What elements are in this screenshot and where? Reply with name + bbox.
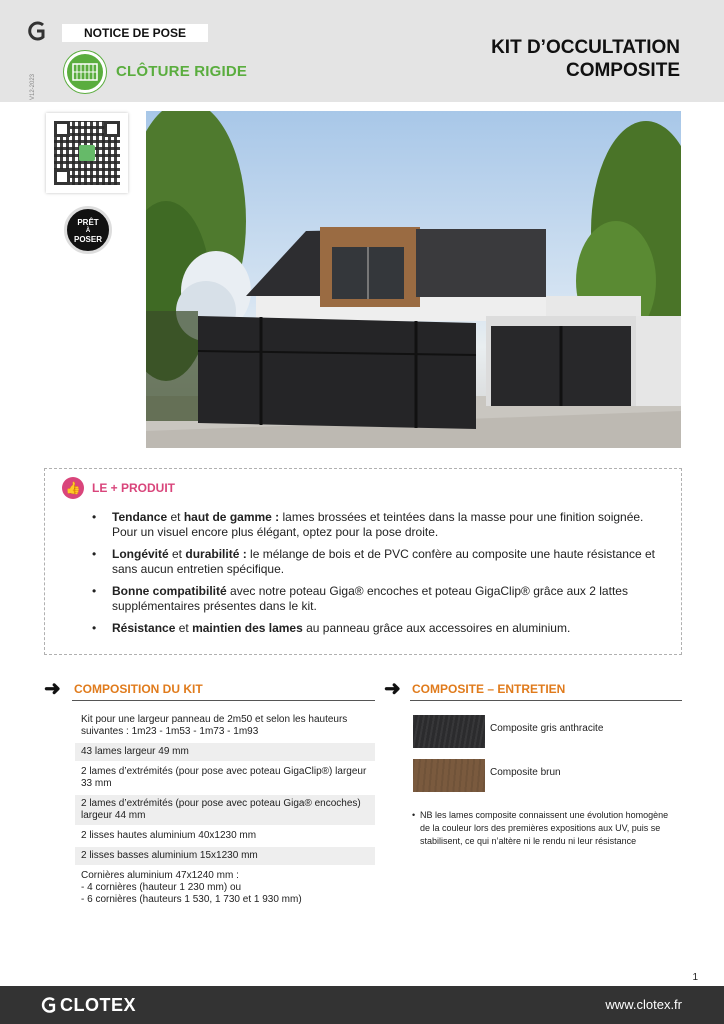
page-number: 1	[692, 972, 698, 983]
highlight-keyword: Tendance	[112, 510, 168, 524]
section-divider	[410, 700, 682, 701]
ready-to-install-badge	[64, 206, 112, 254]
composition-row: 2 lames d’extrémités (pour pose avec poteau GigaClip®) largeur 33 mm	[81, 766, 367, 789]
qr-code[interactable]	[46, 113, 128, 193]
badge-line-1: PRÊT	[77, 218, 99, 227]
arrow-right-icon: ➜	[384, 678, 401, 700]
composition-line: Cornières aluminium 47x1240 mm :	[81, 870, 239, 881]
highlight-text: le mélange de bois et de PVC confère au composite une haute résistance et sans aucun entretien spécifique.	[112, 547, 655, 576]
highlight-keyword: durabilité :	[185, 547, 247, 561]
footer-band	[0, 986, 724, 1024]
qr-corner	[104, 121, 120, 137]
thumbs-up-icon: 👍	[62, 477, 84, 499]
badge-line-2: À	[85, 228, 91, 234]
highlight-keyword: Résistance	[112, 621, 176, 635]
qr-corner	[54, 121, 70, 137]
composition-row	[75, 867, 375, 909]
swatch-label: Composite brun	[490, 767, 561, 778]
qr-pattern	[54, 121, 120, 185]
qr-corner	[54, 169, 70, 185]
arrow-right-icon: ➜	[44, 678, 61, 700]
product-highlights-list	[92, 510, 658, 643]
composition-row: 2 lames d’extrémités (pour pose avec poteau Giga® encoches) largeur 44 mm	[75, 795, 375, 825]
maintenance-title: COMPOSITE – ENTRETIEN	[412, 682, 566, 696]
highlight-keyword: Longévité	[112, 547, 169, 561]
highlight-text: avec notre poteau Giga® encoches et poteau GigaClip® grâce aux 2 lattes supplémentaires présentes dans le kit.	[112, 584, 628, 613]
highlight-item	[92, 621, 658, 636]
composition-list	[75, 711, 375, 909]
product-photo	[146, 111, 681, 448]
composition-line: - 4 cornières (hauteur 1 230 mm) ou	[81, 882, 242, 893]
notice-label: NOTICE DE POSE	[62, 24, 208, 42]
page-title	[491, 36, 680, 82]
section-divider	[72, 700, 375, 701]
qr-brand-icon	[79, 145, 95, 161]
composition-title: COMPOSITION DU KIT	[74, 682, 203, 696]
title-line-1: KIT D’OCCULTATION	[491, 37, 680, 58]
composition-line: - 6 cornières (hauteurs 1 530, 1 730 et 1 930 mm)	[81, 894, 302, 905]
swatch-anthracite	[413, 715, 485, 748]
highlight-text: et	[168, 547, 186, 561]
brand-logo-icon	[26, 20, 48, 42]
composition-row: 2 lisses hautes aluminium 40x1230 mm	[81, 830, 257, 841]
highlight-item	[92, 510, 658, 540]
highlight-text: et	[175, 621, 193, 635]
swatch-brown	[413, 759, 485, 792]
highlight-text: au panneau grâce aux accessoires en aluminium.	[302, 621, 571, 635]
footer-logo	[40, 995, 136, 1019]
composition-row: Kit pour une largeur panneau de 2m50 et selon les hauteurs suivantes : 1m23 - 1m53 - 1m73 - 1m93	[81, 714, 348, 737]
footer-website-link[interactable]: www.clotex.fr	[605, 997, 682, 1012]
highlight-keyword: Bonne compatibilité	[112, 584, 227, 598]
highlight-text: lames brossées et teintées dans la masse pour une finition soignée. Pour un visuel encore plus élégant, optez pour la pose droite.	[112, 510, 644, 539]
title-line-2: COMPOSITE	[565, 60, 680, 81]
composition-row: 43 lames largeur 49 mm	[75, 743, 375, 761]
highlight-item	[92, 547, 658, 577]
category-label: CLÔTURE RIGIDE	[116, 63, 248, 80]
footer-logo-text: CLOTEX	[60, 995, 137, 1015]
highlight-keyword: maintien des lames	[192, 621, 303, 635]
maintenance-note: • NB les lames composite connaissent une évolution homogène de la couleur lors des premières expositions aux UV, puis se stabilisent, ce qui n’altère ni le rendu ni leur résistance	[412, 809, 680, 848]
brand-logo-icon	[40, 996, 58, 1019]
highlight-text: et	[167, 510, 184, 524]
version-label: V12-2023	[30, 73, 36, 100]
badge-line-3: POSER	[73, 235, 102, 244]
product-highlights-title: LE + PRODUIT	[92, 481, 176, 495]
highlight-item	[92, 584, 658, 614]
highlight-keyword: haut de gamme :	[183, 510, 280, 524]
fence-icon	[64, 51, 106, 93]
swatch-label: Composite gris anthracite	[490, 723, 604, 734]
composition-row: 2 lisses basses aluminium 15x1230 mm	[75, 847, 375, 865]
